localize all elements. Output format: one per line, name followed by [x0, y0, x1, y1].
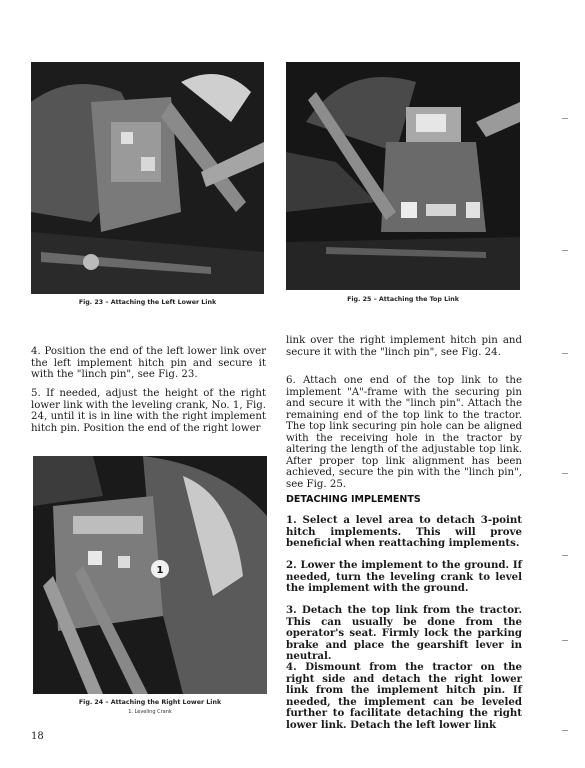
figure-23-caption: Fig. 23 – Attaching the Left Lower Link: [78, 299, 217, 306]
margin-mark: [562, 118, 568, 119]
margin-mark: [562, 473, 568, 474]
page-number: 18: [31, 731, 44, 742]
paragraph-detach-2: 2. Lower the implement to the ground. If needed, turn the leveling crank to level the implement with the ground.: [286, 559, 522, 594]
paragraph-attach-4: 4. Position the end of the left lower link over the left implement hitch pin and secure it with the "linch pin", see Fig. 23.: [31, 346, 266, 380]
paragraph-detach-4: 4. Dismount from the tractor on the right side and detach the right lower link from the implement hitch pin. If needed, the implement can be leveled further to facilitate detaching the right lower link. Detach the left lower link: [286, 661, 522, 731]
margin-mark: [562, 730, 568, 731]
margin-mark: [562, 353, 568, 354]
paragraph-attach-6: 6. Attach one end of the top link to the implement "A"-frame with the securing pin and secure it with the "linch pin". Attach the remaining end of the top link to the tractor. The top link securing pin hole can be aligned with the receiving hole in the tractor by altering the length of the adjustable top link. After proper top link alignment has been achieved, secure the pin with the "linch pin", see Fig. 25.: [286, 375, 522, 490]
paragraph-attach-5: 5. If needed, adjust the height of the right lower link with the leveling crank, No. 1, Fig. 24, until it is in line with the right implement hitch pin. Position the end of the right lower: [31, 388, 266, 434]
section-heading-detaching: DETACHING IMPLEMENTS: [286, 494, 421, 505]
paragraph-attach-5-continued: link over the right implement hitch pin and secure it with the "linch pin", see Fig. 24.: [286, 335, 522, 358]
paragraph-detach-1: 1. Select a level area to detach 3-point hitch implements. This will prove beneficial when reattaching implements.: [286, 514, 522, 549]
figure-25-caption: Fig. 25 – Attaching the Top Link: [347, 296, 459, 303]
figure-24-subcaption: 1. Leveling Crank: [128, 709, 172, 715]
margin-mark: [562, 555, 568, 556]
paragraph-detach-3: 3. Detach the top link from the tractor. This can usually be done from the operator's seat. Firmly lock the parking brake and place the gearshift lever in neutral.: [286, 604, 522, 662]
margin-mark: [562, 250, 568, 251]
margin-mark: [562, 640, 568, 641]
figure-23-photo: [31, 62, 264, 294]
figure-24-photo: [33, 456, 267, 694]
figure-25-photo: [286, 62, 520, 290]
figure-24-caption: Fig. 24 – Attaching the Right Lower Link: [78, 699, 222, 706]
callout-1-label: 1: [156, 565, 164, 576]
